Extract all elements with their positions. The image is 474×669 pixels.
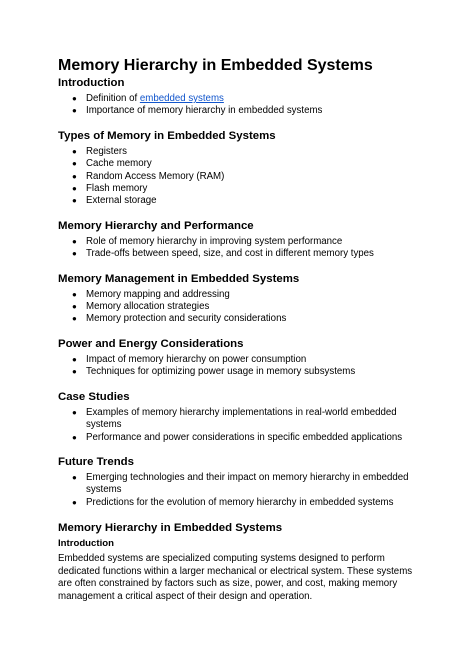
bullet-icon: ● <box>72 106 77 116</box>
bullet-icon: ● <box>72 354 77 364</box>
bullet-icon: ● <box>72 497 77 507</box>
section-list <box>58 146 420 208</box>
list-item <box>58 472 420 497</box>
list-item <box>58 171 420 183</box>
bullet-icon: ● <box>72 236 77 246</box>
list-item <box>58 236 420 248</box>
list-item <box>58 497 420 509</box>
bullet-icon: ● <box>72 94 77 103</box>
list-item <box>58 289 420 301</box>
bullet-icon: ● <box>72 171 77 181</box>
bullet-icon: ● <box>72 432 77 442</box>
list-item-text: Examples of memory hierarchy implementations in real-world embedded systems <box>86 406 397 431</box>
bullet-icon: ● <box>72 314 77 324</box>
list-item-text: Cache memory <box>86 158 152 170</box>
list-item-text: Memory allocation strategies <box>86 301 210 313</box>
list-item <box>58 248 420 260</box>
body-paragraph: Embedded systems are specialized computing systems designed to perform dedicated functions within a larger mechanical or electrical system. These systems are often constrained by factors such as size, power, and cost, making memory management a critical aspect of their design and operation. <box>58 553 413 602</box>
bullet-icon: ● <box>72 367 77 377</box>
section-list <box>58 289 420 326</box>
bullet-icon: ● <box>72 289 77 299</box>
body-heading: Memory Hierarchy in Embedded Systems <box>58 522 283 535</box>
list-item-text: Registers <box>86 145 127 157</box>
bullet-icon: ● <box>72 196 77 206</box>
list-item-text: Random Access Memory (RAM) <box>86 170 225 182</box>
list-item <box>58 93 420 105</box>
section-list <box>58 354 420 379</box>
list-item <box>58 195 420 207</box>
list-item-prefix: Definition of <box>86 93 140 104</box>
list-item <box>58 183 420 195</box>
bullet-icon: ● <box>72 302 77 312</box>
list-item-text: Techniques for optimizing power usage in memory subsystems <box>86 366 356 378</box>
document-page <box>58 57 420 604</box>
list-item <box>58 313 420 325</box>
bullet-icon: ● <box>72 184 77 194</box>
body-subheading: Introduction <box>58 538 114 550</box>
list-item-text: Impact of memory hierarchy on power consumption <box>86 353 307 365</box>
bullet-icon: ● <box>72 472 77 482</box>
list-item <box>58 146 420 158</box>
embedded-systems-link[interactable]: embedded systems <box>139 93 224 104</box>
section-list <box>58 472 420 509</box>
list-item-text: External storage <box>86 195 157 207</box>
list-item-text: Memory protection and security considerations <box>86 313 287 325</box>
bullet-icon: ● <box>72 407 77 417</box>
list-item <box>58 432 420 444</box>
list-item-text: Performance and power considerations in specific embedded applications <box>86 431 403 443</box>
section-heading: Power and Energy Considerations <box>58 337 244 350</box>
list-item <box>58 301 420 313</box>
section-heading: Memory Management in Embedded Systems <box>58 272 300 285</box>
list-item <box>58 158 420 170</box>
bullet-icon: ● <box>72 249 77 259</box>
section-heading: Memory Hierarchy and Performance <box>58 219 254 232</box>
list-item-text: Predictions for the evolution of memory hierarchy in embedded systems <box>86 496 394 508</box>
list-item-text: Role of memory hierarchy in improving system performance <box>86 235 343 247</box>
document-title: Memory Hierarchy in Embedded Systems <box>58 57 373 74</box>
list-item-text: Trade-offs between speed, size, and cost in different memory types <box>86 248 374 260</box>
section-heading: Case Studies <box>58 390 130 403</box>
list-item-text: Flash memory <box>86 183 148 195</box>
list-item <box>58 105 420 117</box>
list-item <box>58 407 420 432</box>
section-heading: Future Trends <box>58 455 134 468</box>
sections-container <box>58 129 420 509</box>
section-list <box>58 407 420 444</box>
list-item <box>58 366 420 378</box>
list-item-text: Memory mapping and addressing <box>86 288 230 300</box>
introduction-list <box>58 93 420 118</box>
list-item-text: Emerging technologies and their impact on memory hierarchy in embedded systems <box>86 471 409 496</box>
bullet-icon: ● <box>72 159 77 169</box>
introduction-heading: Introduction <box>58 77 125 89</box>
section-heading: Types of Memory in Embedded Systems <box>58 129 276 142</box>
list-item-text: Importance of memory hierarchy in embedded systems <box>86 105 323 117</box>
list-item <box>58 354 420 366</box>
bullet-icon: ● <box>72 146 77 156</box>
section-list <box>58 236 420 261</box>
